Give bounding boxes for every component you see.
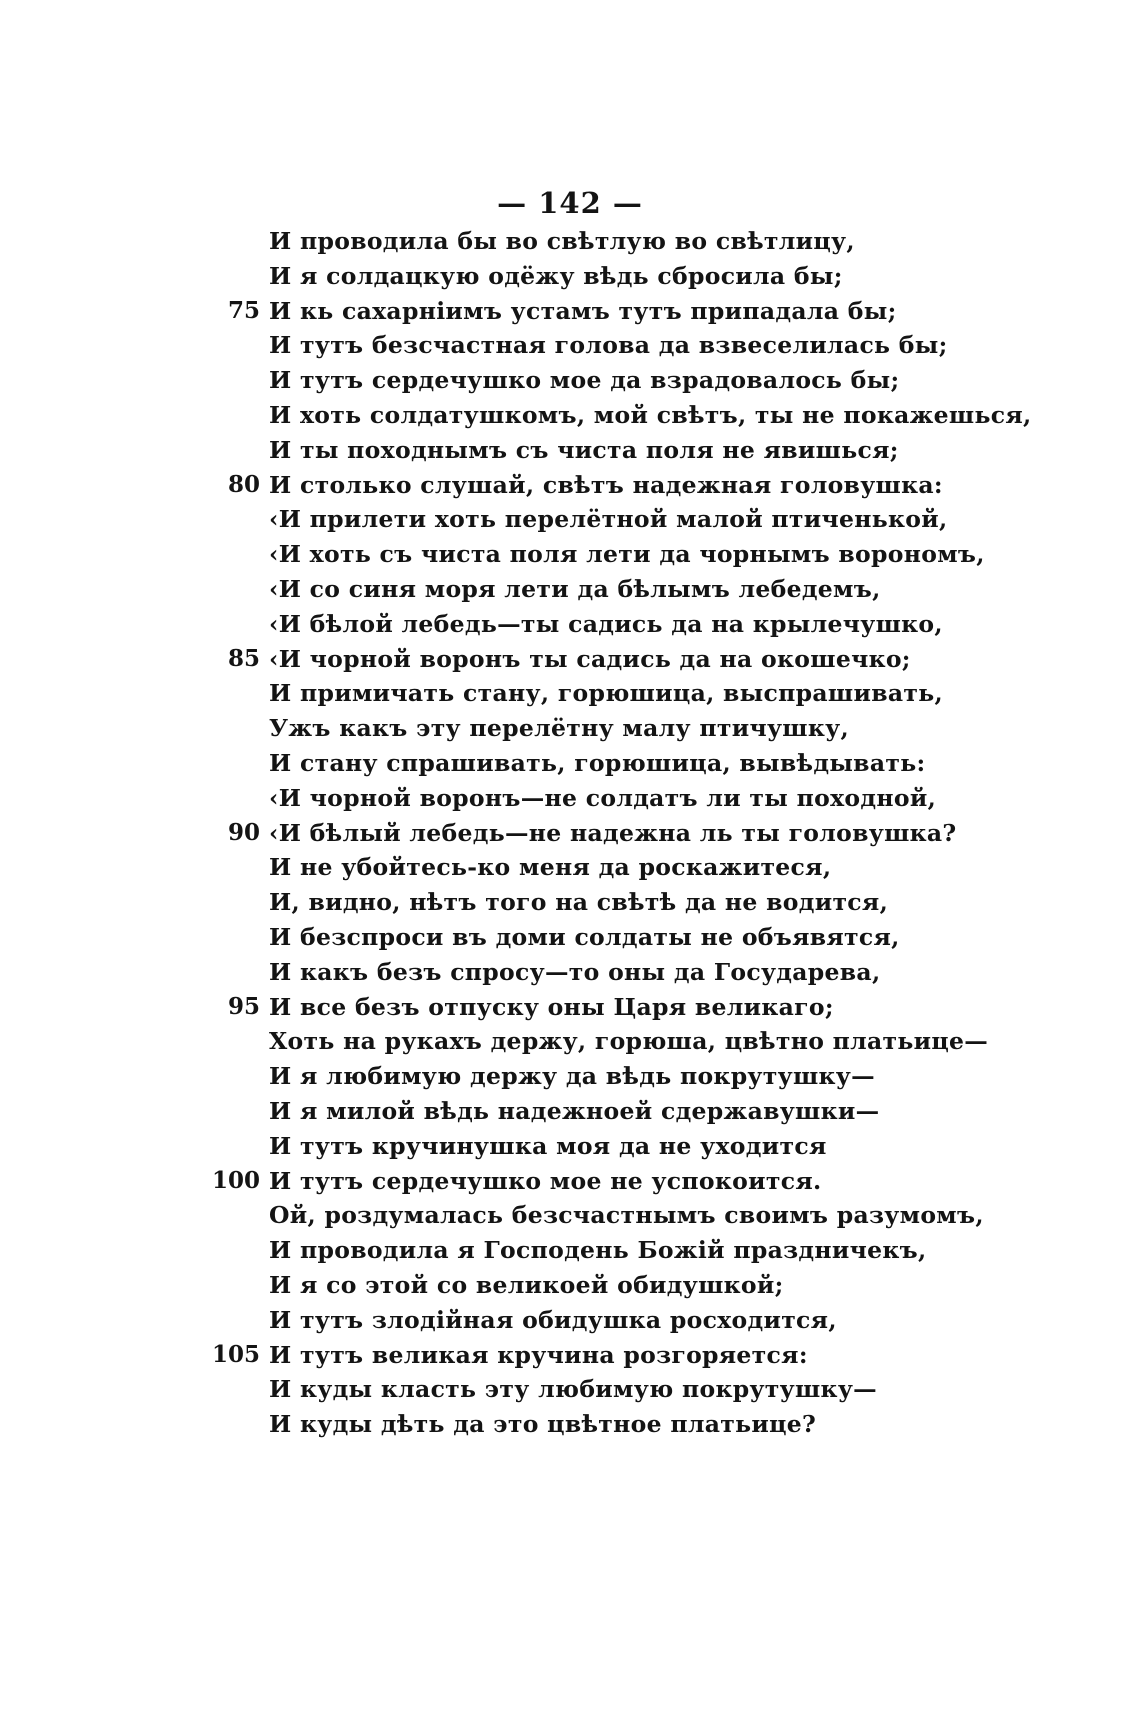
verse-line xyxy=(0,955,1140,990)
line-number: 80 xyxy=(227,470,260,498)
verse-line xyxy=(0,433,1140,468)
verse-line xyxy=(0,781,1140,816)
verse-line xyxy=(0,294,1140,329)
verse-line xyxy=(0,1164,1140,1199)
line-number: 90 xyxy=(227,818,260,846)
verse-text: ‹И бѣлый лебедь—не надежна ль ты головушка? xyxy=(269,818,957,847)
verse-line xyxy=(0,816,1140,851)
verse-line xyxy=(0,746,1140,781)
verse-line xyxy=(0,363,1140,398)
verse-text: И куды дѣть да это цвѣтное платьице? xyxy=(269,1410,817,1439)
verse-text: И примичать стану, горюшица, выспрашивать, xyxy=(269,679,943,708)
verse-text: И безспроси въ доми солдаты не объявятся, xyxy=(269,922,900,951)
verse-text: И не убойтесь-ко меня да роскажитеся, xyxy=(269,853,832,882)
verse-line xyxy=(0,850,1140,885)
verse-line xyxy=(0,1094,1140,1129)
verse-line xyxy=(0,1338,1140,1373)
verse-text: Ужъ какъ эту перелётну малу птичушку, xyxy=(269,714,849,743)
verse-text: ‹И со синя моря лети да бѣлымъ лебедемъ, xyxy=(269,574,881,603)
verse-line xyxy=(0,572,1140,607)
verse-text: И тутъ сердечушко мое не успокоится. xyxy=(269,1166,822,1195)
verse-text: ‹И чорной воронъ—не солдатъ ли ты походной, xyxy=(269,783,937,812)
verse-line xyxy=(0,537,1140,572)
poem-text xyxy=(0,224,1140,1442)
verse-line xyxy=(0,885,1140,920)
verse-text: И проводила я Господень Божій праздничекъ, xyxy=(269,1236,927,1265)
verse-text: И я со этой со великоей обидушкой; xyxy=(269,1270,784,1299)
verse-line xyxy=(0,1268,1140,1303)
verse-text: ‹И прилети хоть перелётной малой птиченькой, xyxy=(269,505,948,534)
verse-text: И тутъ кручинушка моя да не уходится xyxy=(269,1131,827,1160)
verse-line xyxy=(0,224,1140,259)
verse-line xyxy=(0,259,1140,294)
verse-text: И тутъ безсчастная голова да взвеселилась бы; xyxy=(269,331,948,360)
verse-text: И куды класть эту любимую покрутушку— xyxy=(269,1375,877,1404)
verse-line xyxy=(0,920,1140,955)
verse-text: И я любимую держу да вѣдь покрутушку— xyxy=(269,1062,875,1091)
verse-text: И какъ безъ спросу—то оны да Государева, xyxy=(269,957,881,986)
line-number: 75 xyxy=(227,296,260,324)
verse-text: ‹И хоть съ чиста поля лети да чорнымъ ворономъ, xyxy=(269,540,985,569)
verse-line xyxy=(0,1198,1140,1233)
verse-text: Хоть на рукахъ держу, горюша, цвѣтно платьице— xyxy=(269,1027,989,1056)
verse-text: И хоть солдатушкомъ, мой свѣтъ, ты не покажешься, xyxy=(269,400,1032,429)
verse-line xyxy=(0,502,1140,537)
verse-line xyxy=(0,468,1140,503)
verse-line xyxy=(0,1407,1140,1442)
verse-text: И столько слушай, свѣтъ надежная головушка: xyxy=(269,470,943,499)
line-number: 85 xyxy=(227,644,260,672)
verse-line xyxy=(0,1129,1140,1164)
verse-text: И тутъ злодійная обидушка росходится, xyxy=(269,1305,837,1334)
verse-text: И я милой вѣдь надежноей сдержавушки— xyxy=(269,1096,880,1125)
verse-line xyxy=(0,1372,1140,1407)
verse-text: И все безъ отпуску оны Царя великаго; xyxy=(269,992,834,1021)
verse-text: И кь сахарніимъ устамъ тутъ припадала бы; xyxy=(269,296,897,325)
page-number: — 142 — xyxy=(497,186,643,220)
verse-line xyxy=(0,1233,1140,1268)
verse-text: ‹И бѣлой лебедь—ты садись да на крылечушко, xyxy=(269,609,943,638)
verse-line xyxy=(0,607,1140,642)
line-number: 100 xyxy=(211,1166,260,1194)
verse-text: И я солдацкую одёжу вѣдь сбросила бы; xyxy=(269,261,843,290)
verse-line xyxy=(0,676,1140,711)
verse-text: И, видно, нѣтъ того на свѣтѣ да не водится, xyxy=(269,888,889,917)
line-number: 95 xyxy=(227,992,260,1020)
verse-text: Ой, роздумалась безсчастнымъ своимъ разумомъ, xyxy=(269,1201,984,1230)
verse-line xyxy=(0,1059,1140,1094)
verse-text: И стану спрашивать, горюшица, вывѣдывать: xyxy=(269,748,926,777)
verse-line xyxy=(0,328,1140,363)
verse-line xyxy=(0,642,1140,677)
verse-text: ‹И чорной воронъ ты садись да на окошечко; xyxy=(269,644,911,673)
verse-line xyxy=(0,1303,1140,1338)
verse-text: И тутъ сердечушко мое да взрадовалось бы; xyxy=(269,366,900,395)
verse-text: И ты походнымъ съ чиста поля не явишься; xyxy=(269,435,899,464)
verse-line xyxy=(0,1024,1140,1059)
verse-line xyxy=(0,398,1140,433)
verse-line xyxy=(0,711,1140,746)
verse-line xyxy=(0,990,1140,1025)
verse-text: И проводила бы во свѣтлую во свѣтлицу, xyxy=(269,227,855,255)
line-number: 105 xyxy=(211,1340,260,1368)
verse-text: И тутъ великая кручина розгоряется: xyxy=(269,1340,808,1369)
